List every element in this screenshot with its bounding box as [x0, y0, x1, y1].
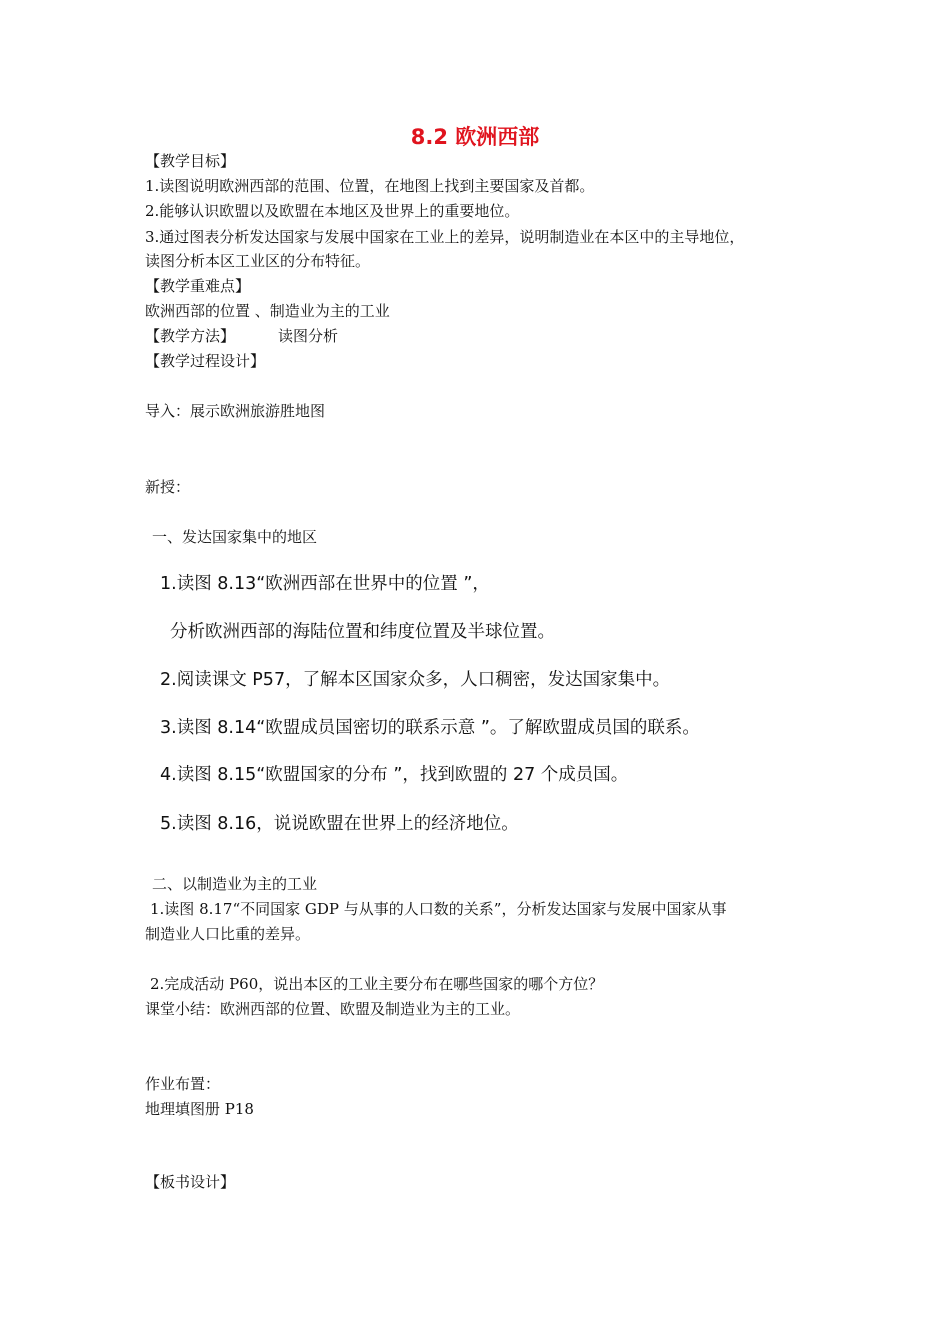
intro-text: 导入：展示欧洲旅游胜地图 — [145, 402, 326, 420]
section1-item: 5.读图 8.16，说说欧盟在世界上的经济地位。 — [160, 814, 519, 834]
section1-item: 3.读图 8.14“欧盟成员国密切的联系示意 ”。了解欧盟成员国的联系。 — [160, 718, 700, 738]
section1-item: 4.读图 8.15“欧盟国家的分布 ”，找到欧盟的 27 个成员国。 — [160, 765, 629, 785]
objective-item: 读图分析本区工业区的分布特征。 — [145, 252, 371, 270]
section2-heading: 二、以制造业为主的工业 — [152, 875, 318, 893]
key-points-text: 欧洲西部的位置 、制造业为主的工业 — [145, 302, 390, 320]
new-lesson-label: 新授： — [145, 478, 191, 496]
objective-item: 1.读图说明欧洲西部的范围、位置，在地图上找到主要国家及首都。 — [145, 177, 595, 195]
objective-item: 2.能够认识欧盟以及欧盟在本地区及世界上的重要地位。 — [145, 202, 520, 220]
homework-heading: 作业布置： — [145, 1075, 221, 1093]
summary-text: 课堂小结：欧洲西部的位置、欧盟及制造业为主的工业。 — [145, 1000, 521, 1018]
objectives-heading: 【教学目标】 — [145, 152, 236, 170]
homework-text: 地理填图册 P18 — [145, 1100, 254, 1118]
section2-item: 2.完成活动 P60，说出本区的工业主要分布在哪些国家的哪个方位？ — [150, 975, 604, 993]
key-points-heading: 【教学重难点】 — [145, 277, 251, 295]
section1-item: 2.阅读课文 P57，了解本区国家众多，人口稠密，发达国家集中。 — [160, 670, 671, 690]
objective-item: 3.通过图表分析发达国家与发展中国家在工业上的差异，说明制造业在本区中的主导地位， — [145, 228, 745, 246]
section1-heading: 一、发达国家集中的地区 — [152, 528, 318, 546]
page-title: 8.2 欧洲西部 — [410, 125, 540, 149]
section1-item: 分析欧洲西部的海陆位置和纬度位置及半球位置。 — [170, 622, 555, 642]
section1-item: 1.读图 8.13“欧洲西部在世界中的位置 ”， — [160, 574, 490, 594]
method-heading: 【教学方法】 — [145, 327, 236, 345]
section2-item: 1.读图 8.17“不同国家 GDP 与从事的人口数的关系”，分析发达国家与发展中国家从事 — [150, 900, 727, 918]
process-heading: 【教学过程设计】 — [145, 352, 266, 370]
section2-item: 制造业人口比重的差异。 — [145, 925, 311, 943]
board-design-heading: 【板书设计】 — [145, 1173, 236, 1191]
method-text: 读图分析 — [278, 327, 339, 345]
